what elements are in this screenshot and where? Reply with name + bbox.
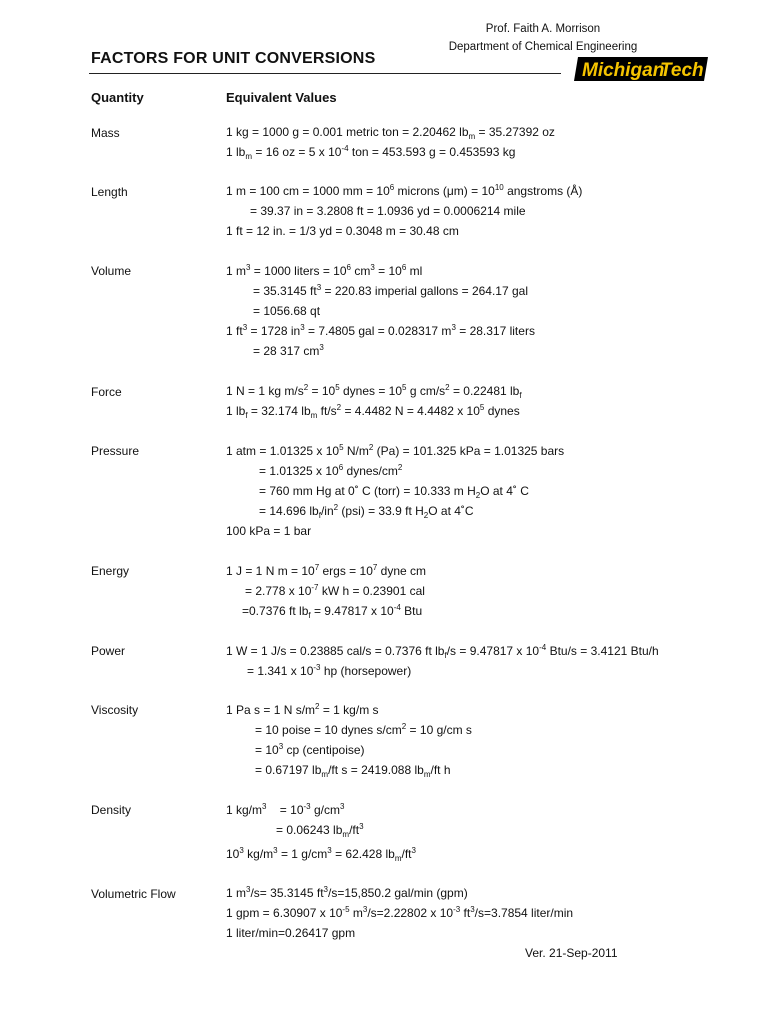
- label-viscosity: Viscosity: [91, 703, 139, 717]
- pressure-line-3: = 760 mm Hg at 0˚ C (torr) = 10.333 m $H_2O$ at 4˚ C: [259, 484, 529, 500]
- mass-line-1: 1 kg = 1000 g = 0.001 metric ton = 2.20462 $lb_m = 35.27392$ oz: [226, 125, 555, 141]
- column-header-quantity: Quantity: [91, 90, 144, 105]
- label-length: Length: [91, 185, 128, 199]
- label-power: Power: [91, 644, 126, 658]
- volume-line-3: = 1056.68 qt: [253, 304, 321, 318]
- power-line-1: 1 W = 1 J/s = 0.23885 cal/s = 0.7376 ft $lb_f/s = 9.47817$ x $10^{-4}$ Btu/s = 3.4121 Btu/h: [226, 643, 659, 660]
- length-line-1: 1 m = 100 cm = 1000 mm = $10^6$ microns $(\mu m) = 10^{10}$ angstroms (Å): [226, 183, 583, 198]
- pressure-line-4: = 14.696 $lb_f/in^2$ (psi) = 33.9 ft $H_2O$ at 4˚C: [259, 503, 474, 520]
- label-volume: Volume: [91, 264, 132, 278]
- viscosity-line-1: 1 Pa s = 1 N $s/m^2 = 1$ kg/m s: [226, 702, 379, 717]
- author-block: [413, 20, 673, 56]
- logo-text-michigan: Michigan: [582, 60, 665, 81]
- page-title: FACTORS FOR UNIT CONVERSIONS: [91, 50, 376, 67]
- viscosity-line-4: = 0.67197 $lb_m/ft$ s = 2419.088 $lb_m/ft$ h: [255, 763, 451, 779]
- label-force: Force: [91, 385, 122, 399]
- label-pressure: Pressure: [91, 444, 140, 458]
- volume-line-1: 1 $m^3 = 1000$ liters = $10^6$ $cm^3 = 10^6$ ml: [226, 263, 423, 278]
- power-line-2: = 1.341 x $10^{-3}$ hp (horsepower): [247, 663, 412, 678]
- label-mass: Mass: [91, 126, 120, 140]
- department: Department of Chemical Engineering: [448, 41, 638, 53]
- energy-line-3: =0.7376 ft $lb_f = 9.47817$ x $10^{-4}$ Btu: [242, 603, 423, 620]
- michigan-tech-logo: [574, 54, 708, 84]
- title-rule: [89, 73, 561, 74]
- energy-line-2: = 2.778 x $10^{-7}$ kW h = 0.23901 cal: [245, 583, 425, 598]
- density-line-3: $10^3$ $kg/m^3 = 1$ $g/cm^3 = 62.428$ $lb_m/ft^3$: [226, 846, 416, 863]
- density-line-2: = 0.06243 $lb_m/ft^3$: [276, 822, 364, 839]
- label-energy: Energy: [91, 564, 130, 578]
- volume-line-4: 1 $ft^3 = 1728$ $in^3 = 7.4805$ gal = 0.028317 $m^3 = 28.317$ liters: [226, 323, 535, 338]
- force-line-2: 1 $lb_f = 32.174$ $lb_m$ $ft/s^2 = 4.4482$ N = 4.4482 x $10^5$ dynes: [226, 403, 520, 420]
- author-name: Prof. Faith A. Morrison: [485, 23, 601, 35]
- flow-line-1: 1 $m^3/s= 35.3145$ $ft^3/s=15,850.2$ gal/min (gpm): [226, 885, 468, 900]
- length-line-2: = 39.37 in = 3.2808 ft = 1.0936 yd = 0.0006214 mile: [250, 204, 526, 218]
- logo-text-tech: Tech: [660, 60, 704, 81]
- length-line-3: 1 ft = 12 in. = 1/3 yd = 0.3048 m = 30.48 cm: [226, 224, 459, 238]
- version-label: Ver. 21-Sep-2011: [525, 946, 618, 960]
- volume-line-2: = 35.3145 $ft^3 = 220.83$ imperial gallons = 264.17 gal: [253, 283, 528, 298]
- viscosity-line-3: = $10^3$ cp (centipoise): [255, 742, 365, 757]
- density-line-1: 1 $kg/m^3$ = $10^{-3}$ $g/cm^3$: [226, 802, 345, 817]
- flow-line-2: 1 gpm = 6.30907 x $10^{-5}$ $m^3/s=2.22802$ x $10^{-3}$ $ft^3/s=3.7854$ liter/min: [226, 905, 574, 920]
- viscosity-line-2: = 10 poise = 10 dynes $s/cm^2 = 10$ g/cm s: [255, 722, 472, 737]
- label-volumetric-flow: Volumetric Flow: [91, 887, 176, 901]
- flow-line-3: 1 liter/min=0.26417 gpm: [226, 926, 356, 940]
- column-header-values: Equivalent Values: [226, 90, 337, 105]
- label-density: Density: [91, 803, 132, 817]
- mass-line-2: 1 $lb_m = 16$ oz = 5 x $10^{-4}$ ton = 453.593 g = 0.453593 kg: [226, 144, 516, 161]
- volume-line-5: = 28 317 $cm^3$: [253, 343, 324, 358]
- force-line-1: 1 N = 1 kg $m/s^2 = 10^5$ dynes = $10^5$ g $cm/s^2 = 0.22481$ $lb_f$: [226, 383, 522, 400]
- pressure-line-5: 100 kPa = 1 bar: [226, 524, 312, 538]
- pressure-line-2: = 1.01325 x $10^6$ dynes/$cm^2$: [259, 463, 403, 478]
- pressure-line-1: 1 atm = 1.01325 x $10^5$ $N/m^2$ (Pa) = 101.325 kPa = 1.01325 bars: [226, 443, 565, 458]
- energy-line-1: 1 J = 1 N $m = 10^7$ ergs = $10^7$ dyne cm: [226, 563, 427, 578]
